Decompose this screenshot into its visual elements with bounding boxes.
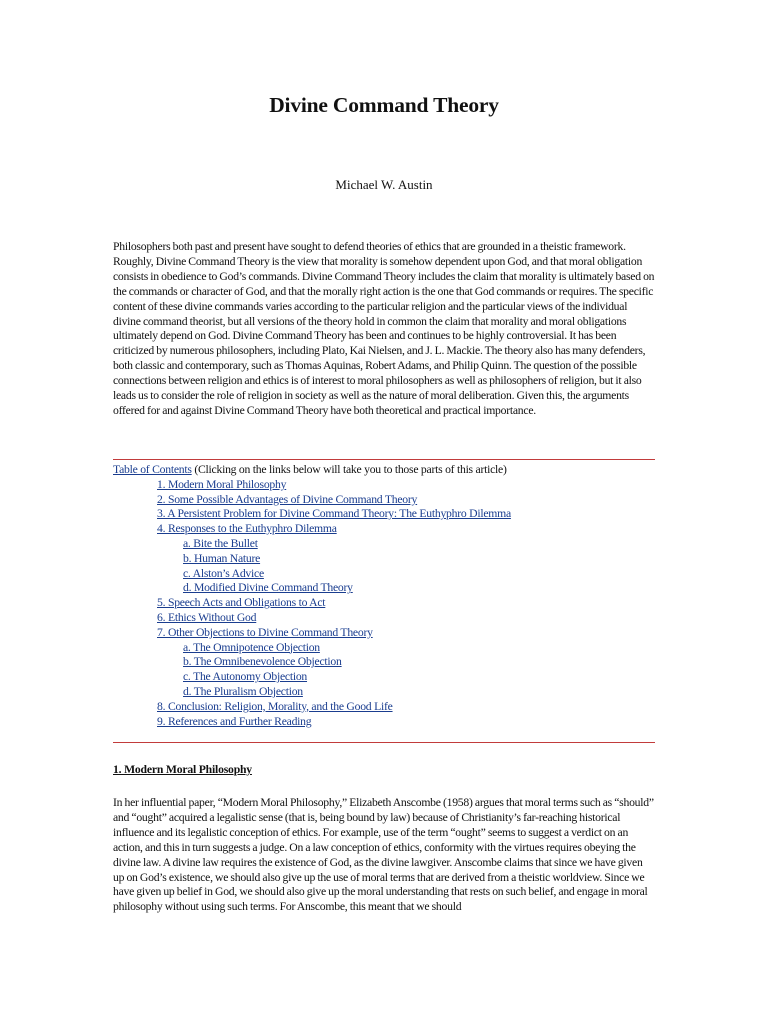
toc-link[interactable]: c. The Autonomy Objection: [183, 670, 308, 684]
toc-heading-link[interactable]: Table of Contents: [113, 463, 192, 476]
table-of-contents: [113, 463, 655, 729]
toc-item: [113, 596, 655, 611]
toc-item: [113, 478, 655, 493]
toc-link[interactable]: 4. Responses to the Euthyphro Dilemma: [157, 522, 337, 536]
toc-link[interactable]: 9. References and Further Reading: [157, 714, 312, 728]
toc-item: [113, 552, 655, 567]
toc-item: [113, 507, 655, 522]
toc-item: [113, 522, 655, 537]
toc-link[interactable]: b. The Omnibenevolence Objection: [183, 655, 342, 669]
toc-list: [113, 478, 655, 730]
toc-heading-note: (Clicking on the links below will take you to those parts of this article): [191, 463, 507, 476]
section-heading: 1. Modern Moral Philosophy: [113, 763, 252, 776]
toc-item: [113, 700, 655, 715]
toc-link[interactable]: 3. A Persistent Problem for Divine Command Theory: The Euthyphro Dilemma: [157, 507, 511, 521]
toc-link[interactable]: a. Bite the Bullet: [183, 536, 258, 550]
toc-link[interactable]: 7. Other Objections to Divine Command Theory: [157, 625, 373, 639]
toc-link[interactable]: c. Alston’s Advice: [183, 566, 264, 580]
toc-heading: [113, 463, 655, 478]
toc-item: [113, 537, 655, 552]
document-author: Michael W. Austin: [335, 177, 433, 192]
toc-item: [113, 611, 655, 626]
intro-paragraph: Philosophers both past and present have sought to defend theories of ethics that are grounded in a theistic framework. Roughly, Divine Command Theory is the view that morality is somehow dependent upon God, and that moral obligation consists in obedience to God’s commands. Divine Command Theory includes the claim that morality is ultimately based on the commands or character of God, and that the morally right action is the one that God commands or requires. The specific content of these divine commands varies according to the particular religion and the particular views of the individual divine command theorist, but all versions of the theory hold in common the claim that morality and moral obligations ultimately depend on God. Divine Command Theory has been and continues to be highly controversial. It has been criticized by numerous philosophers, including Plato, Kai Nielsen, and J. L. Mackie. The theory also has many defenders, both classic and contemporary, such as Thomas Aquinas, Robert Adams, and Philip Quinn. The question of the possible connections between religion and ethics is of interest to moral philosophers as well as philosophers of religion, but it also leads us to consider the role of religion in society as well as the nature of moral deliberation. Given this, the arguments offered for and against Divine Command Theory have both theoretical and practical importance.: [113, 240, 655, 417]
toc-item: [113, 567, 655, 582]
toc-link[interactable]: a. The Omnipotence Objection: [183, 640, 320, 654]
toc-item: [113, 581, 655, 596]
toc-item: [113, 655, 655, 670]
toc-item: [113, 626, 655, 641]
toc-link[interactable]: 8. Conclusion: Religion, Morality, and the Good Life: [157, 699, 393, 713]
toc-link[interactable]: 5. Speech Acts and Obligations to Act: [157, 596, 326, 610]
toc-link[interactable]: d. The Pluralism Objection: [183, 684, 303, 698]
divider-bottom: [113, 742, 655, 743]
toc-item: [113, 670, 655, 685]
toc-item: [113, 493, 655, 508]
section-paragraph: In her influential paper, “Modern Moral Philosophy,” Elizabeth Anscombe (1958) argues that moral terms such as “should” and “ought” acquired a legalistic sense (that is, being bound by law) because of Christianity’s far-reaching historical influence and its legalistic conception of ethics. For example, use of the term “ought” seems to suggest a verdict on an action, and this in turn suggests a judge. On a law conception of ethics, conformity with the virtues requires obeying the divine law. A divine law requires the existence of God, as the divine lawgiver. Anscombe claims that since we have given up on God’s existence, we should also give up the use of moral terms that are derived from a theistic worldview. Since we have given up belief in God, we should also give up the moral understanding that rests on such belief, and engage in moral philosophy without using such terms. For Anscombe, this meant that we should: [113, 796, 654, 914]
toc-link[interactable]: d. Modified Divine Command Theory: [183, 581, 353, 595]
toc-item: [113, 685, 655, 700]
toc-item: [113, 641, 655, 656]
toc-link[interactable]: 2. Some Possible Advantages of Divine Command Theory: [157, 492, 418, 506]
toc-item: [113, 715, 655, 730]
toc-link[interactable]: 1. Modern Moral Philosophy: [157, 477, 287, 491]
divider-top: [113, 459, 655, 460]
toc-link[interactable]: b. Human Nature: [183, 551, 261, 565]
document-title: Divine Command Theory: [269, 93, 499, 117]
toc-link[interactable]: 6. Ethics Without God: [157, 610, 257, 624]
